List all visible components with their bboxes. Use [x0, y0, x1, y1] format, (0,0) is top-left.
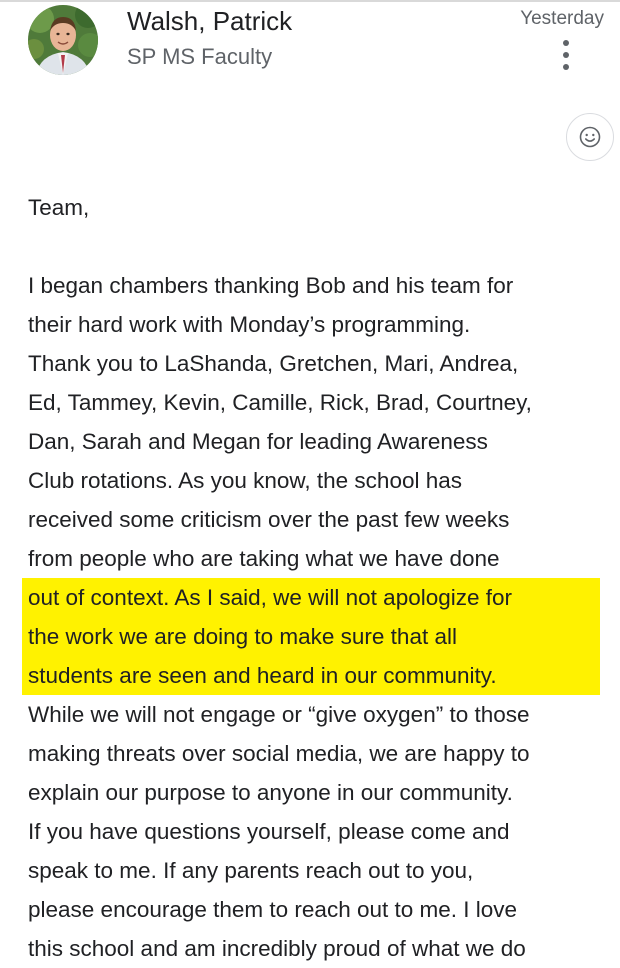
body-line: If you have questions yourself, please come and: [28, 819, 510, 844]
body-line: from people who are taking what we have done: [28, 546, 500, 571]
top-divider: [0, 0, 620, 2]
body-line: Club rotations. As you know, the school has: [28, 468, 463, 493]
body-line: their hard work with Monday’s programming.: [28, 312, 471, 337]
body-line: speak to me. If any parents reach out to you,: [28, 858, 474, 883]
body-line: Ed, Tammey, Kevin, Camille, Rick, Brad, Courtney,: [28, 390, 532, 415]
timestamp: Yesterday: [520, 8, 604, 29]
more-vert-icon: [563, 40, 569, 46]
body-line: explain our purpose to anyone in our community.: [28, 780, 513, 805]
body-line: Dan, Sarah and Megan for leading Awareness: [28, 429, 488, 454]
more-vert-icon-dot: [563, 64, 569, 70]
highlighted-line: out of context. As I said, we will not apologize for: [28, 585, 513, 610]
body-line: making threats over social media, we are happy to: [28, 741, 530, 766]
sender-name: Walsh, Patrick: [127, 6, 293, 36]
avatar-photo: [28, 5, 98, 75]
greeting: Team,: [28, 195, 90, 220]
sender-avatar[interactable]: [28, 5, 98, 75]
highlighted-line: students are seen and heard in our community.: [28, 663, 497, 688]
more-options-button[interactable]: [553, 38, 579, 72]
body-line: While we will not engage or “give oxygen” to those: [28, 702, 530, 727]
body-line: I began chambers thanking Bob and his team for: [28, 273, 514, 298]
body-line: Thank you to LaShanda, Gretchen, Mari, Andrea,: [28, 351, 519, 376]
message-body: [28, 188, 616, 968]
body-line: this school and am incredibly proud of what we do: [28, 936, 526, 961]
body-line: received some criticism over the past few weeks: [28, 507, 510, 532]
recipient-label: SP MS Faculty: [127, 44, 273, 69]
highlighted-passage: [22, 578, 600, 695]
body-line: please encourage them to reach out to me. I love: [28, 897, 518, 922]
highlighted-line: the work we are doing to make sure that all: [28, 624, 457, 649]
add-reaction-icon: [578, 125, 602, 149]
paragraph: [28, 266, 616, 968]
more-vert-icon-dot: [563, 52, 569, 58]
add-reaction-button[interactable]: [566, 113, 614, 161]
